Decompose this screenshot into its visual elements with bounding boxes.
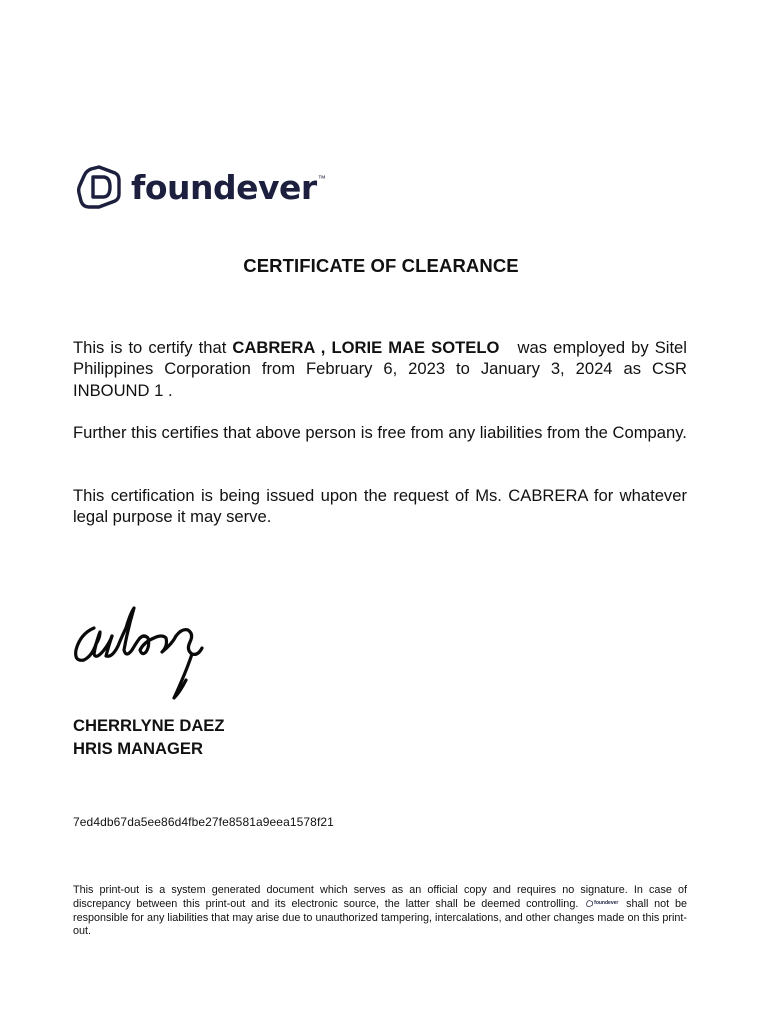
handwritten-signature — [70, 598, 210, 702]
signatory-position: HRIS MANAGER — [73, 739, 203, 758]
footer-logo-word: foundever — [594, 900, 619, 907]
logo-trademark: ™ — [317, 174, 326, 183]
footer-disclaimer — [73, 884, 687, 938]
document-hash: 7ed4db67da5ee86d4fbe27fe8581a9eea1578f21 — [73, 815, 334, 829]
foundever-logo-icon — [75, 163, 123, 211]
employment-details: was employed by Sitel Philippines Corporation from February 6, 2023 to January 3, 2024 as CSR INBOUND 1 . — [73, 338, 687, 400]
company-logo — [75, 162, 326, 212]
footer-inline-logo — [586, 897, 618, 910]
foundever-mini-logo-icon — [586, 900, 593, 907]
purpose-paragraph: This certification is being issued upon the request of Ms. CABRERA for whatever legal purpose it may serve. — [73, 486, 687, 527]
signatory-name: CHERRLYNE DAEZ — [73, 716, 225, 735]
employee-name: CABRERA , LORIE MAE SOTELO — [232, 338, 500, 357]
footer-text-after-logo: shall not be responsible for any liabilities that may arise due to unauthorized tampering, intercalations, and other changes made on this print-out. — [73, 898, 688, 938]
document-title: CERTIFICATE OF CLEARANCE — [243, 255, 519, 276]
liabilities-paragraph: Further this certifies that above person is free from any liabilities from the Company. — [73, 423, 687, 442]
certification-lead: This is to certify that — [73, 338, 227, 357]
footer-text-before-logo: This print-out is a system generated document which serves as an official copy and requires no signature. In case of discrepancy between this print-out and its electronic source, the latter shall be deemed controlling. — [73, 884, 687, 911]
logo-wordmark: foundever — [131, 167, 317, 207]
signatory-block — [73, 714, 225, 760]
certification-paragraph — [73, 337, 687, 401]
